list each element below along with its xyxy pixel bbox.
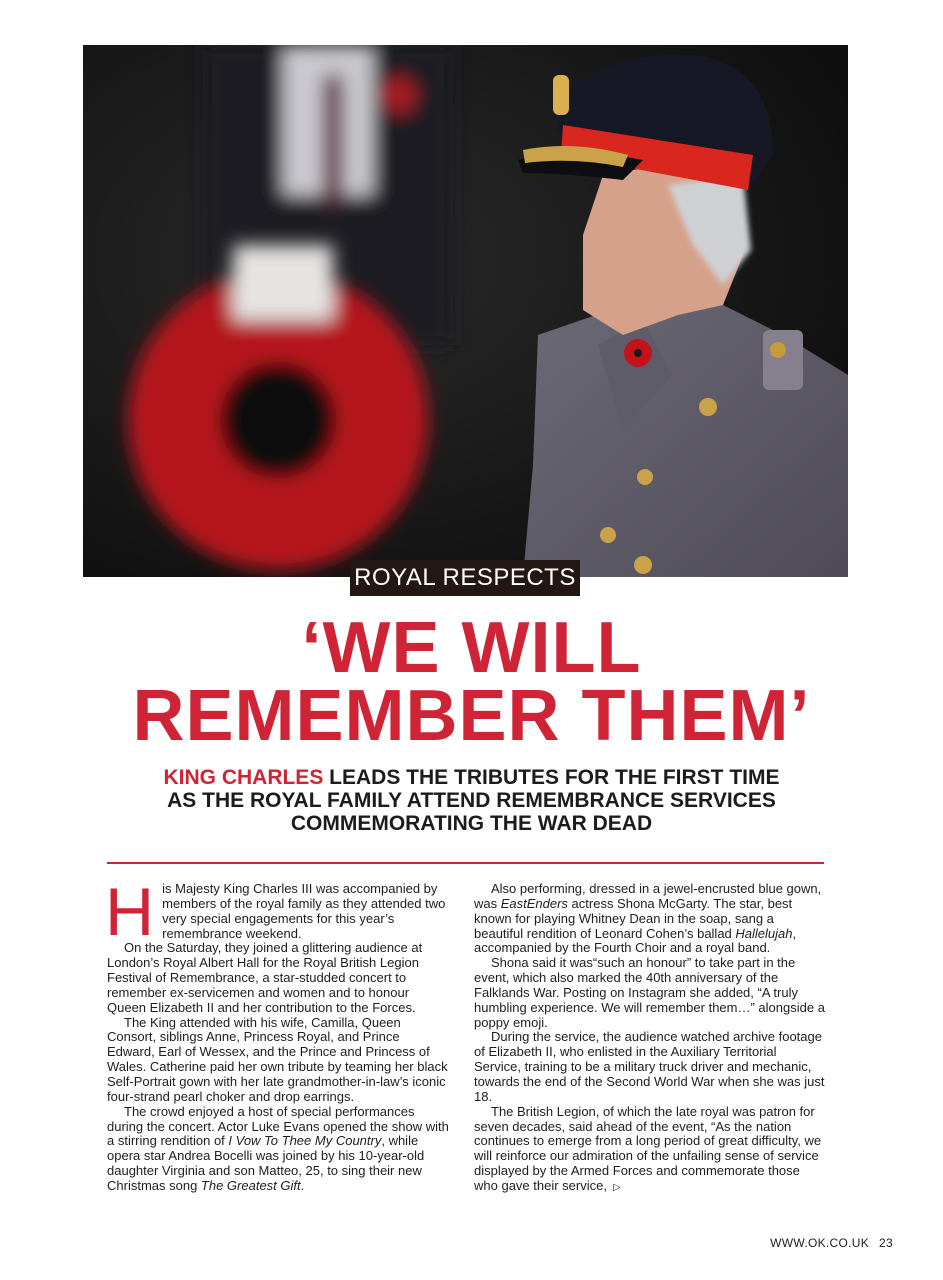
p5-show: EastEnders (500, 895, 568, 911)
p5-part-b: actress Shona McGarty. The star, best known for playing Whitney Dean in the soap, sang a beautiful rendition of Leonard Cohen’s ballad (474, 895, 793, 941)
p4-part-c: . (300, 1177, 305, 1193)
article-paragraph-5 (474, 882, 826, 956)
p8-text: The British Legion, of which the late royal was patron for seven decades, said ahead of the event, “As the nation continues to emerge from a long period of great difficulty, we will reinforce our admiration of the unfailing sense of service displayed by the Armed Forces and commemorate those who gave their service, (474, 1103, 822, 1193)
continue-arrow-icon: ▷ (612, 1181, 621, 1193)
hero-photo (83, 45, 848, 577)
headline (40, 608, 903, 756)
standfirst-line-2: AS THE ROYAL FAMILY ATTEND REMEMBRANCE SERVICES (167, 789, 776, 812)
article-paragraph-1 (105, 874, 450, 950)
p4-title-2: The Greatest Gift (200, 1177, 301, 1193)
p5-part-a: Also performing, dressed in a jewel-encrusted blue gown, was (474, 881, 822, 911)
article-column-right (474, 882, 826, 1196)
standfirst-line-3: COMMEMORATING THE WAR DEAD (290, 812, 653, 835)
section-kicker: ROYAL RESPECTS (350, 560, 580, 596)
article-column-left (105, 874, 450, 1194)
p4-title-1: I Vow To Thee My Country (228, 1133, 382, 1149)
article-paragraph-2: On the Saturday, they joined a glittering audience at London’s Royal Albert Hall for the Royal British Legion Festival of Remembrance, a star-studded concert to remember ex-servicemen and women and to honour Queen Elizabeth II and her contribution to the Forces. (107, 940, 423, 1015)
p5-song: Hallelujah (735, 925, 793, 941)
page-number: 23 (879, 1236, 893, 1250)
drop-cap: H (105, 874, 155, 950)
article-paragraph-4 (107, 1105, 450, 1194)
divider-rule (107, 862, 824, 864)
p4-part-a: The crowd enjoyed a host of special performances during the concert. Actor Luke Evans opened the show with a stirring rendition of (107, 1103, 449, 1149)
article-paragraph-3: The King attended with his wife, Camilla, Queen Consort, siblings Anne, Princess Royal, and Prince Edward, Earl of Wessex, and the Prince and Princess of Wales. Catherine paid her own tribute by teaming her black Self-Portrait gown with her late grandmother-in-law’s iconic four-strand pearl choker and drop earrings. (107, 1014, 448, 1104)
standfirst-line-1-rest: LEADS THE TRIBUTES FOR THE FIRST TIME (323, 766, 780, 789)
article-paragraph-7: During the service, the audience watched archive footage of Elizabeth II, who enlisted in the Auxiliary Territorial Service, training to be a military truck driver and mechanic, towards the end of the Second World War when she was just 18. (474, 1029, 825, 1104)
footer-site: WWW.OK.CO.UK (770, 1236, 870, 1250)
standfirst-highlight: KING CHARLES (163, 766, 324, 789)
article-paragraph-1-text: is Majesty King Charles III was accompanied by members of the royal family as they attended two very special engagements for this year’s remembrance weekend. (162, 881, 446, 941)
p4-part-b: , while opera star Andrea Bocelli was joined by his 10-year-old daughter Virginia and son Matteo, 25, to sing their new Christmas song (107, 1133, 425, 1193)
p5-part-c: , accompanied by the Fourth Choir and a royal band. (474, 925, 797, 956)
article-paragraph-8 (474, 1105, 826, 1196)
headline-line-2: REMEMBER THEM’ (132, 676, 811, 756)
standfirst (90, 766, 853, 835)
article-paragraph-6: Shona said it was“such an honour” to take part in the event, which also marked the 40th anniversary of the Falklands War. Posting on Instagram she added, “A truly humbling experience. We will remember them…” alongside a poppy emoji. (474, 955, 825, 1030)
hero-photo-illustration (83, 45, 848, 577)
page-footer (770, 1236, 893, 1250)
headline-line-1: ‘WE WILL (301, 608, 642, 688)
